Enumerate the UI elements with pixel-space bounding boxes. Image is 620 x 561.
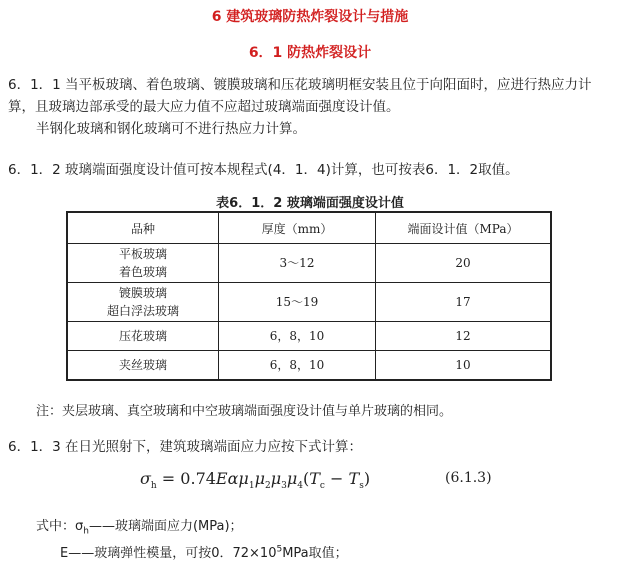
kind-label: 超白浮法玻璃 [106, 304, 179, 318]
formula-mu4-sub: 4 [297, 481, 303, 492]
cell-kind [67, 283, 219, 322]
formula-mu2: μ [254, 469, 265, 488]
cell-value: 17 [376, 283, 552, 322]
formula-sigma: σ [140, 469, 151, 488]
glass-strength-table [66, 211, 552, 381]
header-value: 端面设计值（MPa） [376, 212, 552, 244]
table-row [67, 351, 551, 381]
cell-thickness: 6，8，10 [219, 322, 376, 351]
clause-6-1-2: 6．1．2 玻璃端面强度设计值可按本规程式(4．1．4)计算，也可按表6．1．2取值。 [8, 162, 519, 178]
cell-value: 20 [376, 244, 552, 283]
clause-6-1-1-line3: 半钢化玻璃和钢化玻璃可不进行热应力计算。 [36, 121, 306, 137]
table-row [67, 322, 551, 351]
table-header-row [67, 212, 551, 244]
formula-mu3-sub: 3 [281, 481, 287, 492]
cell-value: 12 [376, 322, 552, 351]
formula-ts-sub: s [359, 481, 364, 492]
formula-number: (6.1.3) [445, 470, 492, 486]
formula-coefficient: = 0.74 [156, 469, 216, 488]
clause-6-1-1-line2: 算，且玻璃边部承受的最大应力值不应超过玻璃端面强度设计值。 [8, 99, 400, 115]
formula-sigma-sub: h [150, 481, 157, 492]
cell-thickness: 6，8，10 [219, 351, 376, 381]
def-e-sup: 5 [276, 544, 283, 555]
formula-e: E [215, 469, 228, 488]
formula-mu3: μ [270, 469, 282, 488]
cell-thickness: 15～19 [219, 283, 376, 322]
formula-alpha: α [227, 469, 239, 488]
cell-kind: 夹丝玻璃 [67, 351, 219, 381]
thermal-stress-formula [140, 469, 370, 491]
definition-sigma [36, 515, 243, 537]
cell-kind [67, 244, 219, 283]
formula-mu1-sub: 1 [248, 481, 255, 492]
header-thickness: 厚度（mm） [219, 212, 376, 244]
formula-mu2-sub: 2 [264, 481, 271, 492]
table-row [67, 244, 551, 283]
cell-thickness: 3～12 [219, 244, 376, 283]
def-e-rest: MPa取值； [282, 546, 348, 561]
kind-label: 着色玻璃 [118, 265, 167, 279]
clause-6-1-3: 6．1．3 在日光照射下，建筑玻璃端面应力应按下式计算： [8, 439, 363, 455]
kind-label: 镀膜玻璃 [118, 286, 167, 300]
kind-label: 平板玻璃 [118, 247, 167, 261]
def-sigma-prefix: 式中：σ [36, 519, 84, 534]
formula-paren-open: ( [302, 469, 310, 488]
cell-value: 10 [376, 351, 552, 381]
formula-paren-close: ) [363, 469, 371, 488]
definition-e [60, 542, 348, 561]
table-row [67, 283, 551, 322]
formula-minus: − [324, 469, 349, 488]
cell-kind: 压花玻璃 [67, 322, 219, 351]
def-sigma-sub: h [83, 526, 89, 537]
table-note: 注：夹层玻璃、真空玻璃和中空玻璃端面强度设计值与单片玻璃的相同。 [36, 404, 453, 419]
clause-6-1-1-line1: 6．1．1 当平板玻璃、着色玻璃、镀膜玻璃和压花玻璃明框安装且位于向阳面时，应进行热应力计 [8, 77, 592, 93]
formula-tc-sub: c [319, 481, 325, 492]
table-caption: 表6．1．2 玻璃端面强度设计值 [216, 196, 404, 211]
formula-mu4: μ [286, 469, 298, 488]
header-kind: 品种 [67, 212, 219, 244]
def-e-prefix: E——玻璃弹性模量，可按0．72×10 [60, 546, 277, 561]
formula-mu1: μ [238, 469, 249, 488]
formula-tc: T [309, 469, 320, 488]
formula-ts: T [348, 469, 360, 488]
section-title: 6．1 防热炸裂设计 [248, 45, 372, 61]
def-sigma-rest: ——玻璃端面应力(MPa)； [88, 519, 243, 534]
chapter-title: 6 建筑玻璃防热炸裂设计与措施 [211, 9, 409, 25]
